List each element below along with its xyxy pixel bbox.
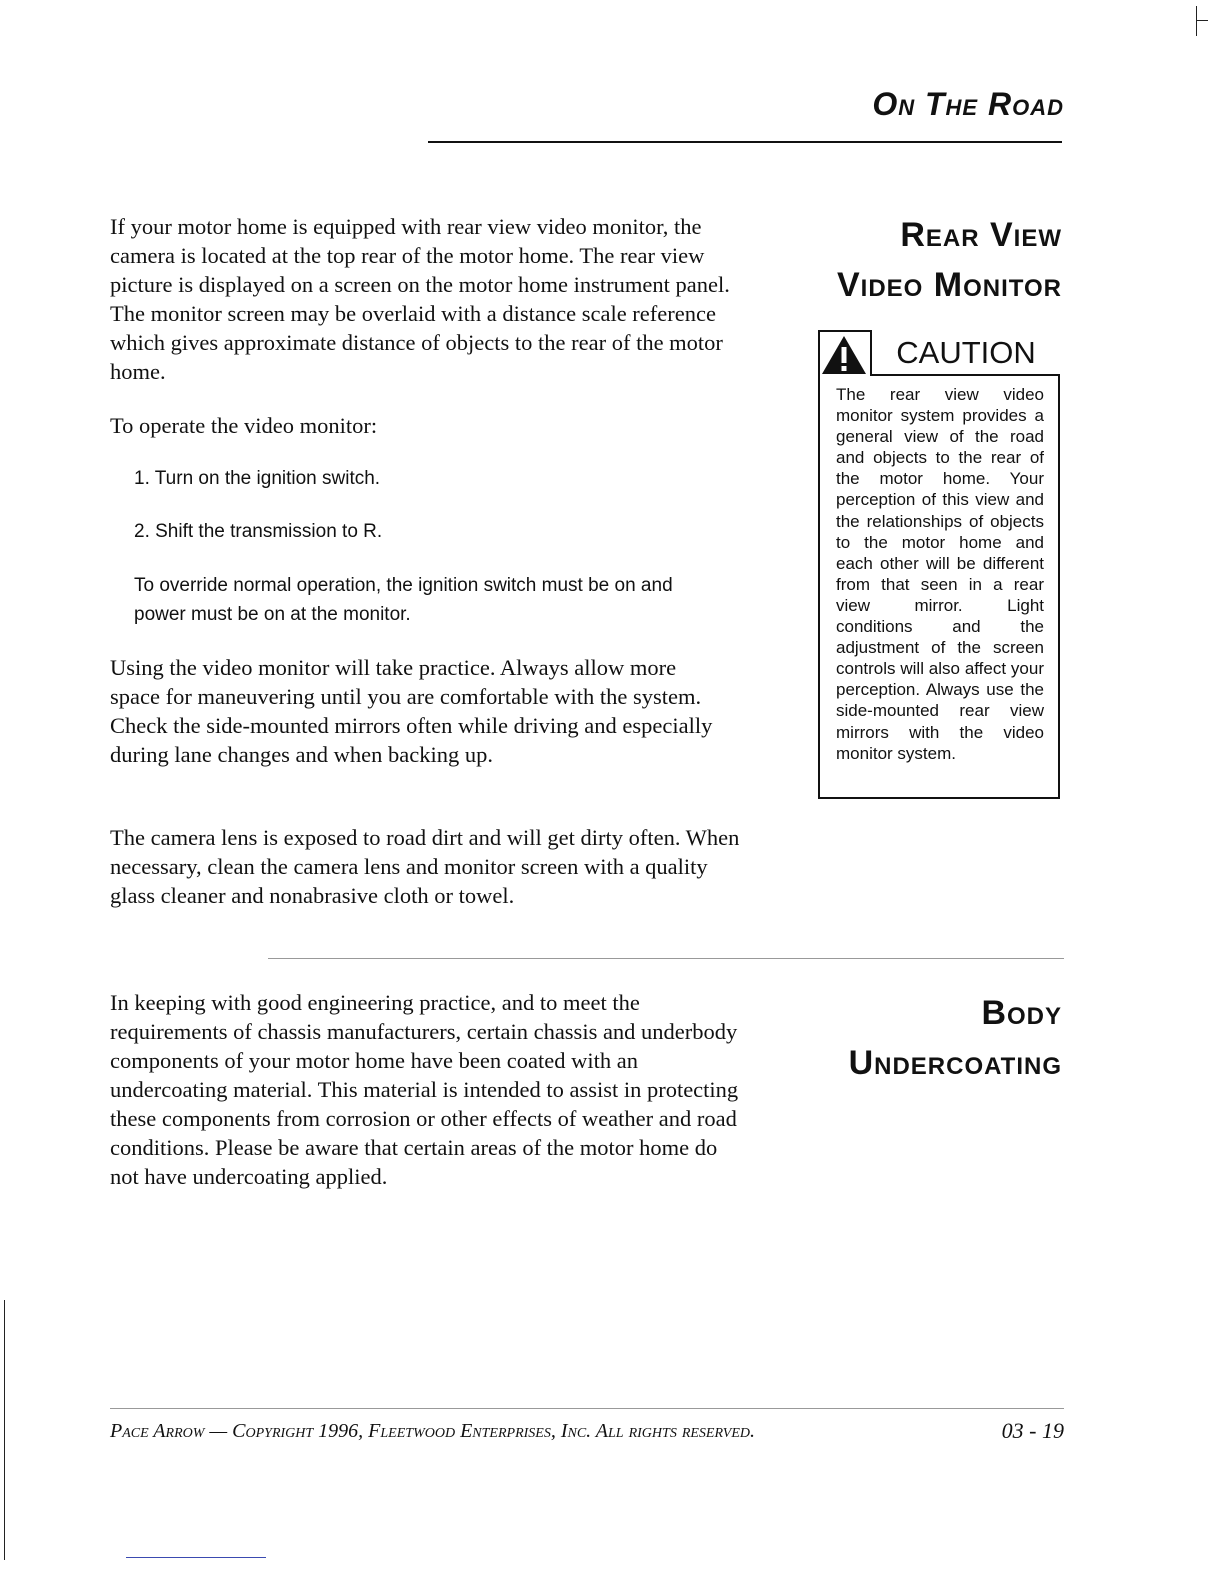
undercoating-paragraph: In keeping with good engineering practice, and to meet the requirements of chassis manufacturers, certain chassis and underbody components of your motor home have been coated with an undercoating material. This material is intended to assist in protecting these components from corrosion or other effects of weather and road conditions. Please be aware that certain areas of the motor home do not have undercoating applied.: [110, 990, 739, 1189]
scan-mark: [1196, 6, 1197, 36]
scan-mark: [126, 1557, 266, 1558]
step-item: 2. Shift the transmission to R.: [134, 521, 383, 542]
override-note: To override normal operation, the ignition switch must be on and power must be on at the monitor.: [134, 575, 673, 625]
chapter-title: On The Road: [872, 86, 1064, 122]
page-number: 03 - 19: [1001, 1418, 1064, 1443]
operate-instructions-lead: To operate the video monitor:: [110, 413, 378, 438]
scan-mark: [4, 1300, 5, 1560]
footer-divider: [110, 1408, 1064, 1409]
scan-mark: [1196, 20, 1208, 21]
footer-copyright: Pace Arrow — Copyright 1996, Fleetwood Enterprises, Inc. All rights reserved.: [110, 1420, 755, 1442]
practice-paragraph: Using the video monitor will take practice. Always allow more space for maneuvering until you are comfortable with the system. Check the side-mounted mirrors often while driving and especially during lane changes and when backing up.: [110, 655, 713, 767]
heading-line: Body: [981, 994, 1062, 1032]
heading-line: Undercoating: [848, 1044, 1062, 1082]
caution-text: The rear view video monitor system provides a general view of the road and objects to the rear of the motor home. Your perception of this view and the relationships of objects to the motor home and each other will be different from that seen in a rear view mirror. Light conditions and the adjustment of the screen controls will also affect your perception. Always use the side-mounted rear view mirrors with the video monitor system.: [836, 385, 1044, 763]
step-item: 1. Turn on the ignition switch.: [134, 468, 381, 489]
warning-icon: [820, 334, 868, 376]
heading-line: Video Monitor: [836, 266, 1062, 304]
rear-view-intro-paragraph: If your motor home is equipped with rear view video monitor, the camera is located at the top rear of the motor home. The rear view picture is displayed on a screen on the motor home instrument panel. The monitor screen may be overlaid with a distance scale reference which gives approximate distance of objects to the rear of the motor home.: [110, 214, 730, 384]
section-heading-rear-view: [837, 210, 1062, 310]
heading-line: Rear View: [900, 216, 1062, 254]
header-divider: [428, 141, 1062, 143]
caution-label: CAUTION: [870, 330, 1060, 376]
section-divider: [268, 958, 1064, 959]
section-heading-body-undercoating: [849, 988, 1062, 1088]
camera-lens-paragraph: The camera lens is exposed to road dirt and will get dirty often. When necessary, clean the camera lens and monitor screen with a quality glass cleaner and nonabrasive cloth or towel.: [110, 825, 740, 908]
